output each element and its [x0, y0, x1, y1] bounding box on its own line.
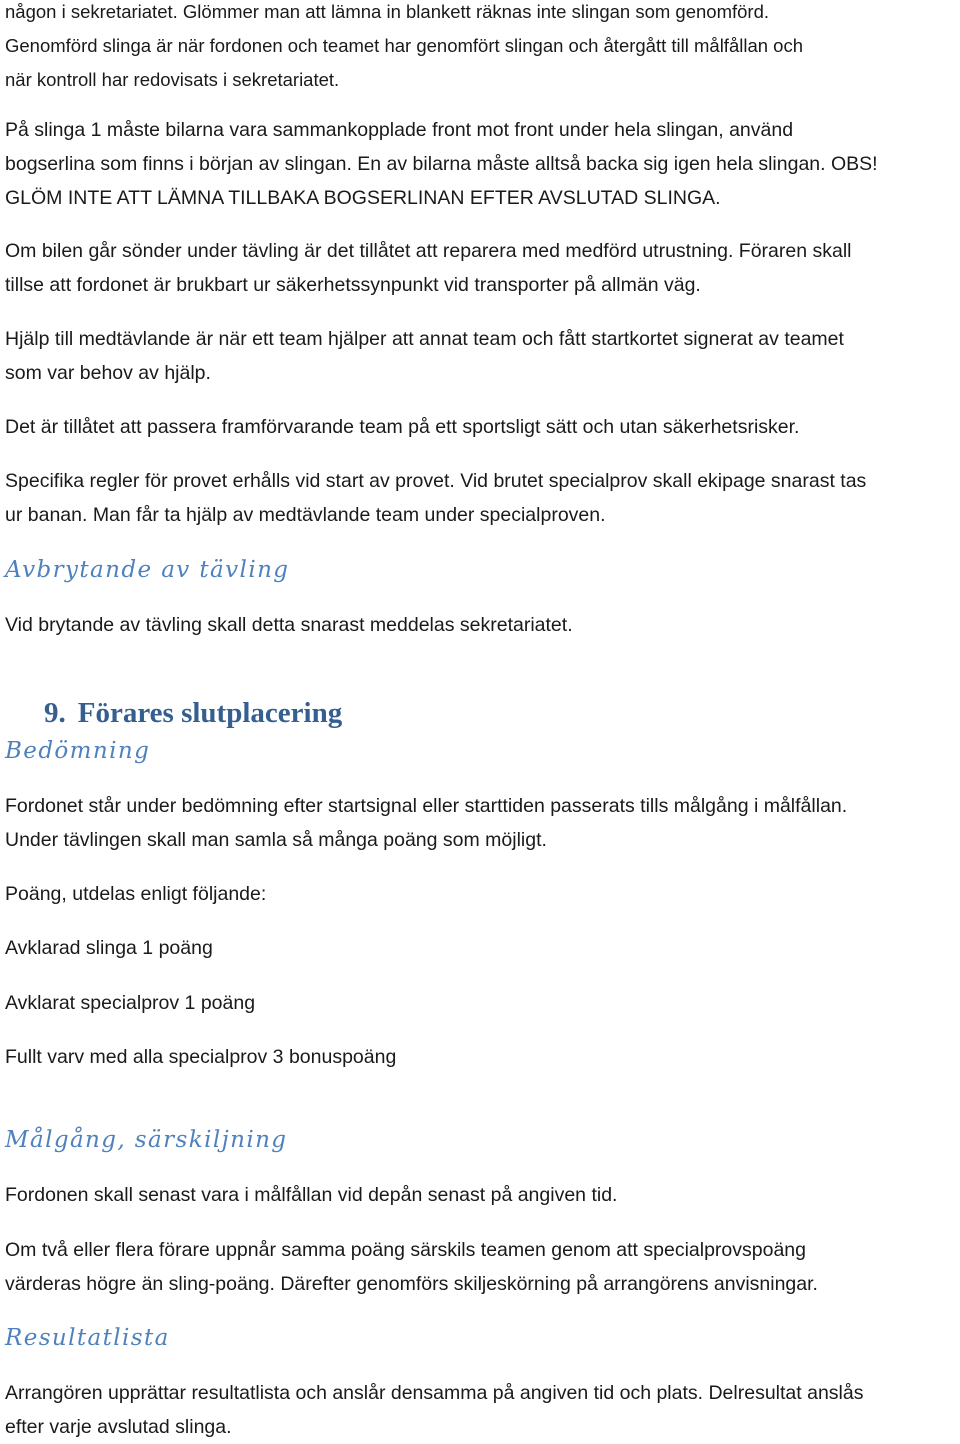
chapter-title: Förares slutplacering: [77, 697, 343, 729]
text-line: Arrangören upprättar resultatlista och anslår densamma på angiven tid och plats. Delresultat anslås: [5, 1382, 864, 1404]
points-item: [5, 1040, 957, 1074]
chapter-number: 9.: [44, 697, 66, 729]
special-paragraph: [5, 464, 957, 532]
text-line: Det är tillåtet att passera framförvarande team på ett sportsligt sätt och utan säkerhetsrisker.: [5, 416, 800, 438]
text-line: Fordonen skall senast vara i målfållan vid depån senast på angiven tid.: [5, 1184, 618, 1206]
text-line: Genomförd slinga är när fordonen och teamet har genomfört slingan och återgått till målfållan och: [5, 35, 804, 56]
text-line: På slinga 1 måste bilarna vara sammankopplade front mot front under hela slingan, använd: [5, 119, 794, 141]
text-line: bogserlina som finns i början av slingan. En av bilarna måste alltså backa sig igen hela slingan. OBS!: [5, 153, 878, 175]
points-item: [5, 931, 957, 965]
text-line: Poäng, utdelas enligt följande:: [5, 883, 267, 905]
section-heading: Bedömning: [5, 738, 151, 764]
text-line: ur banan. Man får ta hjälp av medtävlande team under specialproven.: [5, 504, 606, 526]
text-line: när kontroll har redovisats i sekretariatet.: [5, 69, 340, 90]
text-line: Specifika regler för provet erhålls vid start av provet. Vid brutet specialprov skall ekipage snarast tas: [5, 470, 867, 492]
tie-paragraph: [5, 1233, 957, 1301]
text-line: efter varje avslutad slinga.: [5, 1416, 232, 1438]
points-item: [5, 986, 957, 1020]
section-heading: Resultatlista: [5, 1325, 170, 1351]
judging-section: [5, 734, 957, 768]
text-line: Under tävlingen skall man samla så många poäng som möjligt.: [5, 829, 547, 851]
text-line: Om två eller flera förare uppnår samma poäng särskils teamen genom att specialprovspoäng: [5, 1239, 806, 1261]
section-heading: Målgång, särskiljning: [5, 1127, 288, 1153]
judging-paragraph: [5, 789, 957, 857]
finish-section: [5, 1123, 957, 1157]
text-line: Vid brytande av tävling skall detta snarast meddelas sekretariatet.: [5, 614, 573, 636]
text-line: någon i sekretariatet. Glömmer man att lämna in blankett räknas inte slingan som genomförd.: [5, 1, 770, 22]
abort-paragraph: [5, 608, 957, 642]
text-line: Fordonet står under bedömning efter startsignal eller starttiden passerats tills målgång i målfållan.: [5, 795, 848, 817]
abort-section: [5, 553, 957, 587]
results-section: [5, 1321, 957, 1355]
list-item: Avklarat specialprov 1 poäng: [5, 992, 256, 1014]
slinga1-paragraph: [5, 113, 957, 215]
text-line: GLÖM INTE ATT LÄMNA TILLBAKA BOGSERLINAN EFTER AVSLUTAD SLINGA.: [5, 187, 721, 209]
results-paragraph: [5, 1376, 957, 1444]
help-paragraph: [5, 322, 957, 390]
section-heading: Avbrytande av tävling: [5, 557, 290, 583]
list-item: Fullt varv med alla specialprov 3 bonuspoäng: [5, 1046, 397, 1068]
text-line: Om bilen går sönder under tävling är det tillåtet att reparera med medförd utrustning. Föraren skall: [5, 240, 852, 262]
chapter-heading: [5, 695, 957, 731]
repair-paragraph: [5, 234, 957, 302]
text-line: tillse att fordonet är brukbart ur säkerhetssynpunkt vid transporter på allmän väg.: [5, 274, 701, 296]
text-line: värderas högre än sling-poäng. Därefter genomförs skiljeskörning på arrangörens anvisningar.: [5, 1273, 818, 1295]
intro-paragraph: [5, 0, 957, 97]
text-line: som var behov av hjälp.: [5, 362, 211, 384]
finish-paragraph: [5, 1178, 957, 1212]
list-item: Avklarad slinga 1 poäng: [5, 937, 213, 959]
passing-paragraph: [5, 410, 957, 444]
text-line: Hjälp till medtävlande är när ett team hjälper att annat team och fått startkortet signerat av teamet: [5, 328, 844, 350]
points-intro: [5, 877, 957, 911]
